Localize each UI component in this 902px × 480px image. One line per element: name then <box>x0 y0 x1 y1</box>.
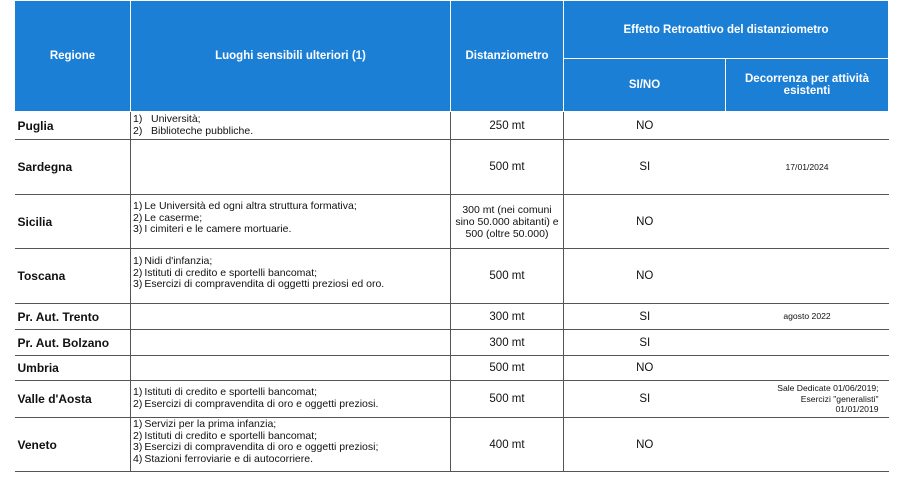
list-item: 2) Le caserme; <box>133 211 203 224</box>
cell-regione: Umbria <box>15 356 131 381</box>
cell-regione: Toscana <box>15 249 131 304</box>
header-luoghi: Luoghi sensibili ulteriori (1) <box>131 1 451 112</box>
cell-distanziometro: 500 mt <box>451 356 564 381</box>
table-row <box>15 356 889 381</box>
table-row <box>15 418 889 472</box>
cell-luoghi <box>131 195 451 249</box>
cell-decorrenza <box>726 112 889 140</box>
cell-decorrenza: Sale Dedicate 01/06/2019; Esercizi "generalisti" 01/01/2019 <box>726 381 889 418</box>
cell-decorrenza: agosto 2022 <box>726 304 889 330</box>
cell-regione: Puglia <box>15 112 131 140</box>
cell-distanziometro: 500 mt <box>451 140 564 195</box>
list-item: 2) Biblioteche pubbliche. <box>133 124 254 137</box>
list-item: 1) Istituti di credito e sportelli bancomat; <box>133 386 318 398</box>
cell-decorrenza <box>726 418 889 472</box>
cell-regione: Sardegna <box>15 140 131 195</box>
table-row <box>15 112 889 140</box>
cell-si-no: SI <box>564 304 726 330</box>
list-item: 3) Esercizi di compravendita di oggetti preziosi ed oro. <box>133 278 385 290</box>
cell-si-no: NO <box>564 356 726 381</box>
cell-si-no: NO <box>564 112 726 140</box>
cell-distanziometro: 300 mt (nei comuni sino 50.000 abitanti) e 500 (oltre 50.000) <box>451 195 564 249</box>
list-item: 4) Stazioni ferroviarie e di autocorriere. <box>133 452 314 465</box>
list-item: 1) Nidi d'infanzia; <box>133 255 213 267</box>
cell-luoghi <box>131 304 451 330</box>
cell-distanziometro: 500 mt <box>451 249 564 304</box>
list-item: 2) Esercizi di compravendita di oro e oggetti preziosi. <box>133 397 379 410</box>
table-body <box>15 112 889 472</box>
cell-distanziometro: 500 mt <box>451 381 564 418</box>
header-effetto-retroattivo: Effetto Retroattivo del distanziometro <box>564 1 889 59</box>
table-row <box>15 330 889 356</box>
cell-si-no: SI <box>564 140 726 195</box>
cell-luoghi <box>131 140 451 195</box>
cell-si-no: NO <box>564 195 726 249</box>
table-row <box>15 140 889 195</box>
cell-distanziometro: 400 mt <box>451 418 564 472</box>
list-item: 2) Istituti di credito e sportelli bancomat; <box>133 266 318 279</box>
header-distanziometro: Distanziometro <box>451 1 564 112</box>
list-item: 3) I cimiteri e le camere mortuarie. <box>133 223 292 235</box>
cell-luoghi <box>131 330 451 356</box>
cell-decorrenza <box>726 356 889 381</box>
cell-decorrenza <box>726 249 889 304</box>
table-row <box>15 195 889 249</box>
list-item: 1) Le Università ed ogni altra struttura formativa; <box>133 200 357 212</box>
header-regione: Regione <box>15 1 131 112</box>
list-item: 3) Esercizi di compravendita di oro e oggetti preziosi; <box>133 441 379 453</box>
cell-si-no: NO <box>564 418 726 472</box>
cell-luoghi <box>131 249 451 304</box>
cell-distanziometro: 300 mt <box>451 304 564 330</box>
cell-decorrenza <box>726 330 889 356</box>
list-item: 1) Università; <box>133 113 201 125</box>
retroactive-distance-table-container <box>14 0 888 472</box>
cell-luoghi <box>131 418 451 472</box>
cell-si-no: SI <box>564 381 726 418</box>
cell-regione: Veneto <box>15 418 131 472</box>
header-si-no: SI/NO <box>564 59 726 112</box>
cell-decorrenza <box>726 195 889 249</box>
regional-distance-table <box>14 0 889 472</box>
table-row <box>15 304 889 330</box>
cell-si-no: SI <box>564 330 726 356</box>
header-decorrenza: Decorrenza per attività esistenti <box>726 59 889 112</box>
cell-distanziometro: 250 mt <box>451 112 564 140</box>
cell-luoghi <box>131 112 451 140</box>
cell-luoghi <box>131 381 451 418</box>
cell-si-no: NO <box>564 249 726 304</box>
cell-distanziometro: 300 mt <box>451 330 564 356</box>
list-item: 1) Servizi per la prima infanzia; <box>133 418 277 430</box>
cell-regione: Pr. Aut. Trento <box>15 304 131 330</box>
cell-regione: Sicilia <box>15 195 131 249</box>
cell-decorrenza: 17/01/2024 <box>726 140 889 195</box>
cell-luoghi <box>131 356 451 381</box>
table-row <box>15 249 889 304</box>
list-item: 2) Istituti di credito e sportelli bancomat; <box>133 429 318 442</box>
table-row <box>15 381 889 418</box>
cell-regione: Pr. Aut. Bolzano <box>15 330 131 356</box>
cell-regione: Valle d'Aosta <box>15 381 131 418</box>
table-header <box>15 1 889 112</box>
